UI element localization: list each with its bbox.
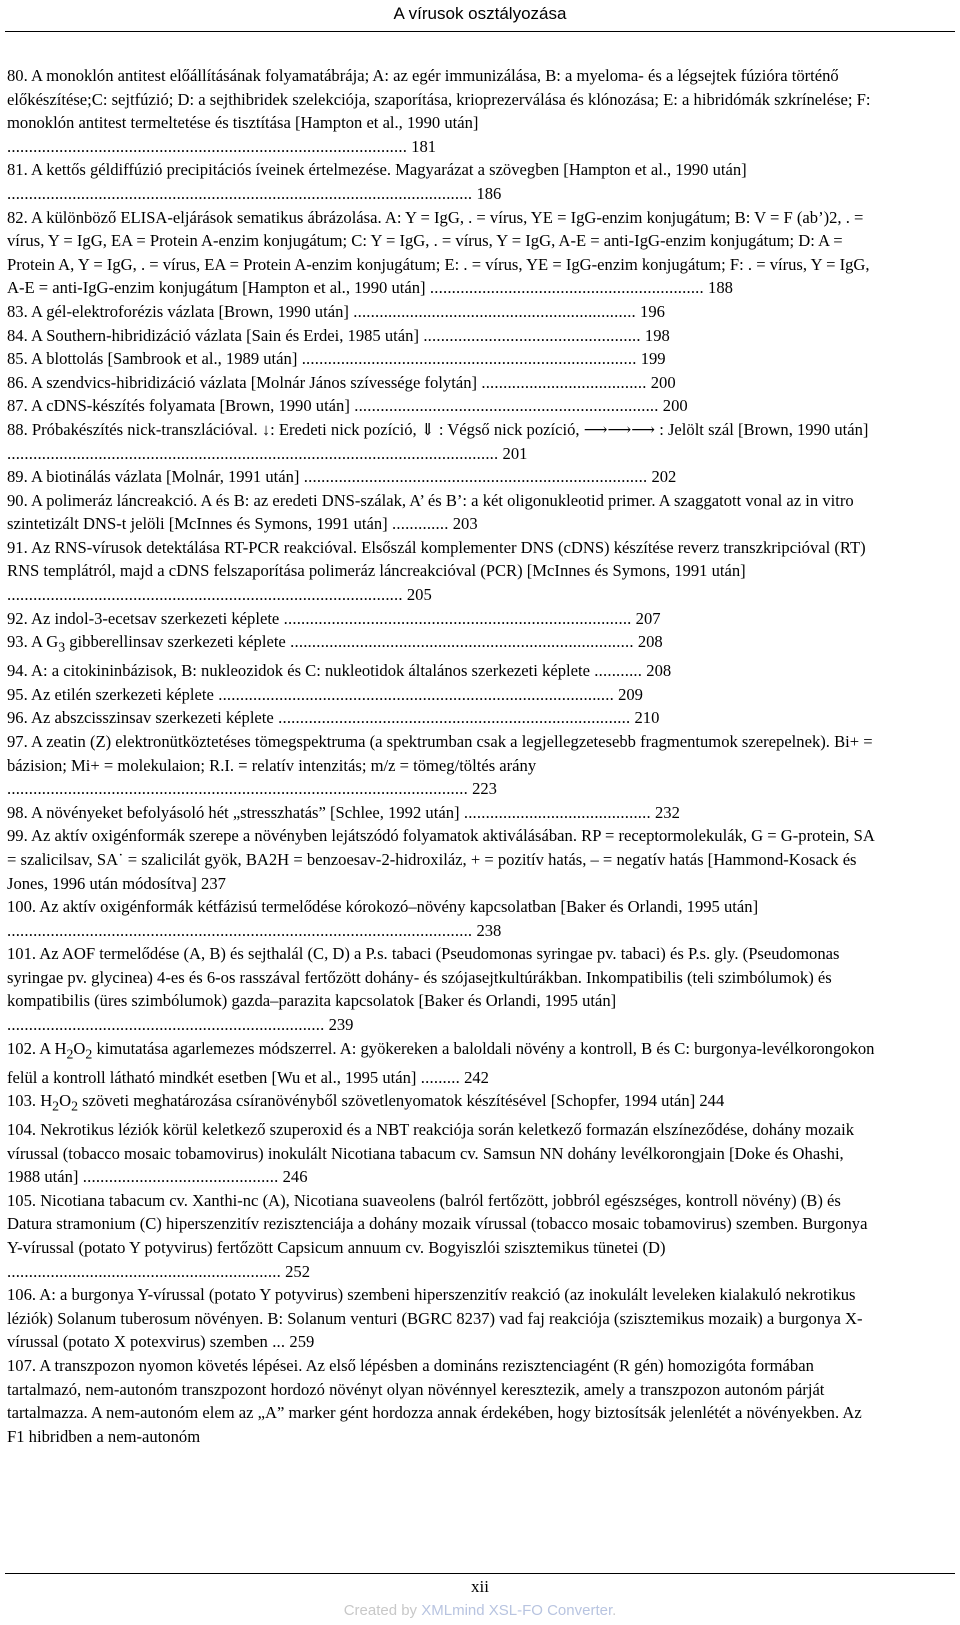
entry-page-number: 186: [472, 183, 502, 203]
entry-text: 106. A: a burgonya Y-vírussal (potato Y potyvirus) szembeni hiperszenzitív reakció (az inokulált leveleken kialakuló nekrotikus léziók) Solanum tuberosum növényen. B: Solanum venturi (BGRC 8237) vad faj reakciója (szisztemikus mozaik) a burgonya X-vírussal (potato X potexvirus) szemben: [7, 1285, 863, 1352]
entry-page-number: 203: [448, 514, 478, 534]
figure-list-entry: [7, 1037, 875, 1090]
entry-text: 88. Próbakészítés nick-transzlációval. ↓: Eredeti nick pozíció, ⇓ : Végső nick pozíció, ⟶⟶⟶ : Jelölt szál [Brown, 1990 után]: [7, 419, 869, 439]
dot-leader: ...........................................: [459, 802, 651, 822]
entry-page-number: 200: [658, 396, 688, 416]
figure-list-entry: [7, 394, 875, 418]
figure-list-entry: [7, 824, 875, 895]
footer-divider: [5, 1573, 955, 1574]
page-number: xii: [471, 1577, 489, 1596]
entry-page-number: 208: [633, 632, 663, 652]
entry-page-number: 205: [402, 585, 432, 605]
entry-text: 95. Az etilén szerkezeti képlete: [7, 684, 214, 704]
figure-list-entry: [7, 158, 875, 205]
figure-list-entry: [7, 1189, 875, 1283]
entry-page-number: 223: [467, 779, 497, 799]
entry-page-number: 208: [642, 661, 672, 681]
figure-list-entry: [7, 347, 875, 371]
entry-page-number: 232: [650, 802, 680, 822]
dot-leader: ...............................................................................: [285, 632, 634, 652]
figure-list-entry: [7, 683, 875, 707]
entry-text: 85. A blottolás [Sambrook et al., 1989 után]: [7, 349, 298, 369]
entry-text: 82. A különböző ELISA-eljárások sematikus ábrázolása. A: Y = IgG, . = vírus, YE = IgG-enzim konjugátum; B: V = F (ab’)2, . = vírus, Y = IgG, EA = Protein A-enzim konjugátum; C: Y = IgG, . = vírus, Y = IgG, A-E = anti-IgG-enzim konjugátum; D: A = Protein A, Y = IgG, . = vírus, EA = Protein A-enzim konjugátum; E: . = vírus, YE = IgG-enzim konjugátum; F: . = vírus, Y = IgG, A-E = anti-IgG-enzim konjugátum [Hampton et al., 1990 után]: [7, 207, 870, 298]
dot-leader: ..................................................: [418, 325, 641, 345]
figure-list-entry: [7, 1354, 875, 1448]
entry-page-number: 196: [635, 301, 665, 321]
dot-leader: ...: [267, 1332, 286, 1352]
figure-list-entry: [7, 324, 875, 348]
entry-page-number: 238: [472, 920, 502, 940]
entry-text: 96. Az abszcisszinsav szerkezeti képlete: [7, 708, 274, 728]
entry-text: 84. A Southern-hibridizáció vázlata [Sain és Erdei, 1985 után]: [7, 325, 419, 345]
dot-leader: .............: [387, 514, 449, 534]
entry-text: 97. A zeatin (Z) elektronütköztetéses tömegspektruma (a spektrumban csak a legjellegzetesebb fragmentumok szerepelnek). Bi+ = bázision; Mi+ = molekulaion; R.I. = relatív intenzitás; m/z = tömeg/töltés arány: [7, 731, 873, 775]
entry-text: 92. Az indol-3-ecetsav szerkezeti képlete: [7, 608, 280, 628]
figure-list-entry: [7, 1118, 875, 1189]
entry-page-number: 209: [613, 684, 643, 704]
dot-leader: ...............................................................: [7, 1261, 281, 1281]
entry-text: 98. A növényeket befolyásoló hét „stresszhatás” [Schlee, 1992 után]: [7, 802, 460, 822]
figure-list-entry: [7, 371, 875, 395]
entry-text: 83. A gél-elektroforézis vázlata [Brown, 1990 után]: [7, 301, 349, 321]
figure-list-entry: [7, 942, 875, 1036]
dot-leader: ............................................................................................: [7, 136, 408, 156]
dot-leader: ...........................................................................................: [7, 585, 403, 605]
dot-leader: ...........: [589, 661, 643, 681]
entry-text: 100. Az aktív oxigénformák kétfázisú termelődése kórokozó–növény kapcsolatban [Baker és Orlandi, 1995 után]: [7, 897, 759, 917]
entry-text: 86. A szendvics-hibridizáció vázlata [Molnár János szívessége folytán]: [7, 372, 478, 392]
dot-leader: ......................................................................: [349, 396, 659, 416]
figure-list-entry: [7, 659, 875, 683]
dot-leader: .............................................................................: [297, 349, 637, 369]
entry-text: 107. A transzpozon nyomon követés lépései. Az első lépésben a domináns rezisztenciagént (R gén) homozigóta formában tartalmazó, nem-autonóm transzpozont hordozó növényt olyan növénnyel keresztezik, amely a transzpozon autonóm párját tartalmazza. A nem-autonóm elem az „A” marker gént hordozza annak érdekében, hogy biztosítsák jelenlétét a növényekben. Az F1 hibridben a nem-autonóm: [7, 1356, 862, 1446]
entry-text: 81. A kettős géldiffúzió precipitációs íveinek értelmezése. Magyarázat a szövegben [Hampton et al., 1990 után]: [7, 160, 747, 180]
entry-text: 93. A $G_3$ gibberellinsav szerkezeti képlete: [7, 632, 286, 655]
entry-page-number: 201: [498, 443, 528, 463]
entry-text: 103. $H_2O_2$ szöveti meghatározása csíranövényből szövetlenyomatok készítésével [Schopfer, 1994 után] 244: [7, 1091, 725, 1114]
figure-list-entry: [7, 607, 875, 631]
entry-page-number: 202: [647, 467, 677, 487]
dot-leader: ...........................................................................................................: [7, 920, 473, 940]
dot-leader: .........: [416, 1067, 460, 1087]
entry-page-number: 188: [703, 278, 733, 298]
figure-list-entry: [7, 895, 875, 942]
entry-page-number: 237: [196, 873, 226, 893]
dot-leader: ...............................................................................: [299, 467, 648, 487]
dot-leader: ..........................................................................................................: [7, 779, 468, 799]
figure-list-entry: [7, 801, 875, 825]
figure-list-entry: [7, 730, 875, 801]
dot-leader: .................................................................: [348, 301, 636, 321]
figure-list-entry: [7, 536, 875, 607]
figure-list-entry: [7, 1089, 875, 1118]
entry-page-number: 198: [640, 325, 670, 345]
dot-leader: ................................................................................: [279, 608, 632, 628]
entry-text: 101. Az AOF termelődése (A, B) és sejthalál (C, D) a P.s. tabaci (Pseudomonas syringae pv. tabaci) és P.s. gly. (Pseudomonas syringae pv. glycinea) 4-es és 6-os rasszával fertőzött dohány- és szójasejtkultúrákban. Inkompatibilis (teli szimbólumok) és kompatibilis (üres szimbólumok) gazda–parazita kapcsolatok [Baker és Orlandi, 1995 után]: [7, 944, 840, 1011]
dot-leader: .............................................: [78, 1167, 279, 1187]
figure-list-entry: [7, 489, 875, 536]
dot-leader: .................................................................................................................: [7, 443, 499, 463]
entry-page-number: 200: [646, 372, 676, 392]
figure-list-entry: [7, 465, 875, 489]
figure-list-entry: [7, 706, 875, 730]
entry-text: 102. A $H_2O_2$ kimutatása agarlemezes módszerrel. A: gyökereken a baloldali növény a kontroll, B és C: burgonya-levélkorongokon felül a kontroll látható mindkét esetben [Wu et al., 1995 után]: [7, 1038, 875, 1087]
entry-page-number: 181: [407, 136, 437, 156]
entry-text: 91. Az RNS-vírusok detektálása RT-PCR reakcióval. Elsőszál komplementer DNS (cDNS) készítése reverz transzkripcióval (RT) RNS templátról, majd a cDNS felszaporítása polimeráz láncreakcióval (PCR) [McInnes és Symons, 1991 után]: [7, 537, 866, 581]
entry-text: 104. Nekrotikus léziók körül keletkező szuperoxid és a NBT reakciója során keletkező formazán elszíneződése, dohány mozaik vírussal (tobacco mosaic tobamovirus) inokulált Nicotiana tabacum cv. Samsun NN dohány levélkorongjain [Doke és Ohashi, 1988 után]: [7, 1120, 855, 1187]
dot-leader: ......................................: [477, 372, 647, 392]
figure-list-entry: [7, 64, 875, 158]
figure-list-entry: [7, 1283, 875, 1354]
dot-leader: .........................................................................: [7, 1015, 325, 1035]
dot-leader: ...............................................................: [425, 278, 704, 298]
entry-page-number: 239: [324, 1015, 354, 1035]
figure-list-entry: [7, 300, 875, 324]
entry-text: 90. A polimeráz láncreakció. A és B: az eredeti DNS-szálak, A’ és B’: a két oligonukleotid primer. A szaggatott vonal az in vitro szintetizált DNS-t jelöli [McInnes és Symons, 1991 után]: [7, 490, 854, 534]
figure-list: [7, 64, 875, 1448]
generator-brand: XMLmind XSL-FO Converter: [421, 1602, 613, 1619]
entry-text: 105. Nicotiana tabacum cv. Xanthi-nc (A), Nicotiana suaveolens (balról fertőzött, jobbról egészséges, kontroll növény) (B) és Datura stramonium (C) hiperszenzitív rezisztenciája a dohány mozaik vírussal (tobacco mosaic tobamovirus) szemben. Burgonya Y-vírussal (potato Y potyvirus) fertőzött Capsicum annuum cv. Bogyiszlói szisztemikus tünetei (D): [7, 1190, 868, 1258]
figure-list-entry: [7, 418, 875, 465]
dot-leader: .................................................................................: [273, 708, 631, 728]
generator-suffix: .: [612, 1602, 617, 1619]
page-header: [0, 4, 960, 24]
header-divider: [5, 31, 955, 32]
entry-text: 94. A: a citokininbázisok, B: nukleozidok és C: nukleotidok általános szerkezeti képlete: [7, 661, 590, 681]
entry-page-number: 246: [278, 1167, 308, 1187]
entry-page-number: 199: [636, 349, 666, 369]
figure-list-entry: [7, 206, 875, 300]
figure-list-entry: [7, 630, 875, 659]
entry-text: 80. A monoklón antitest előállításának folyamatábrája; A: az egér immunizálása, B: a myeloma- és a légsejtek fúzióra történő előkészítése;C: sejtfúzió; D: a sejthibridek szelekciója, szaporítása, krioprezerválása és klónozása; E: a hibridómák szkrínelése; F: monoklón antitest termeltetése és tisztítása [Hampton et al., 1990 után]: [7, 66, 871, 133]
entry-text: 87. A cDNS-készítés folyamata [Brown, 1990 után]: [7, 396, 350, 416]
generator-prefix: Created by: [343, 1602, 422, 1619]
header-title: A vírusok osztályozása: [393, 4, 567, 23]
generator-credit: [0, 1602, 960, 1619]
entry-text: 89. A biotinálás vázlata [Molnár, 1991 után]: [7, 467, 300, 487]
entry-page-number: 207: [631, 608, 661, 628]
entry-page-number: 259: [285, 1332, 315, 1352]
dot-leader: ...........................................................................................................: [7, 183, 473, 203]
entry-page-number: 252: [280, 1261, 310, 1281]
entry-page-number: 210: [630, 708, 660, 728]
entry-text: 99. Az aktív oxigénformák szerepe a növényben lejátszódó folyamatok aktiválásában. RP = receptormolekulák, G = G-protein, SA = szalicilsav, SA˙ = szalicilát gyök, BA2H = benzoesav-2-hidroxiláz, + = pozitív hatás, – = negatív hatás [Hammond-Kosack és Jones, 1996 után módosítva]: [7, 826, 874, 893]
entry-page-number: 242: [459, 1067, 489, 1087]
dot-leader: ...........................................................................................: [213, 684, 614, 704]
